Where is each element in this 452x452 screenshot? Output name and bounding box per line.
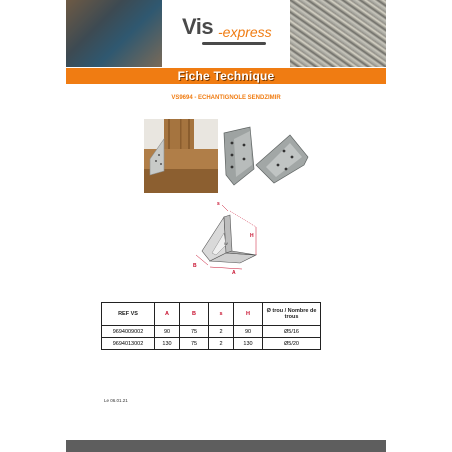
cell-ref: 9694013002 — [102, 338, 155, 350]
product-name: VS9694 - ECHANTIGNOLE SENDZIMIR — [171, 95, 281, 101]
col-b: B — [180, 303, 209, 326]
cell-a: 90 — [155, 326, 180, 338]
cell-h: 90 — [234, 326, 263, 338]
cell-holes: Ø5/20 — [263, 338, 321, 350]
dim-label-s: s — [217, 201, 220, 207]
table-row — [102, 338, 321, 350]
table-row — [102, 326, 321, 338]
specs-table — [101, 302, 321, 350]
col-s: s — [209, 303, 234, 326]
svg-text:W: W — [224, 241, 228, 246]
col-holes: Ø trou / Nombre de trous — [263, 303, 321, 326]
bracket-pair-photo — [220, 125, 312, 187]
cell-a: 130 — [155, 338, 180, 350]
logo-suffix: -express — [218, 24, 272, 40]
cell-ref: 9694009002 — [102, 326, 155, 338]
bracket-dimension-diagram — [186, 197, 268, 275]
col-ref: REF VS — [102, 303, 155, 326]
page-title: Fiche Technique — [177, 69, 275, 83]
cell-b: 75 — [180, 326, 209, 338]
document-date: Le 06.01.21 — [104, 398, 128, 403]
header-banner — [66, 0, 386, 67]
logo-brand: Vis — [182, 14, 214, 39]
col-h: H — [234, 303, 263, 326]
screws-photo — [290, 0, 386, 67]
cell-holes: Ø5/16 — [263, 326, 321, 338]
dim-label-a: A — [232, 270, 236, 275]
cell-b: 75 — [180, 338, 209, 350]
col-a: A — [155, 303, 180, 326]
cell-h: 130 — [234, 338, 263, 350]
table-header-row — [102, 303, 321, 326]
tools-photo — [66, 0, 162, 67]
dim-label-h: H — [250, 233, 254, 239]
dim-label-b: B — [193, 263, 197, 269]
cell-s: 2 — [209, 338, 234, 350]
cell-s: 2 — [209, 326, 234, 338]
bracket-installed-photo — [144, 119, 218, 193]
logo-swoosh — [202, 42, 266, 45]
vis-express-logo — [182, 14, 292, 54]
title-bar — [66, 68, 386, 84]
footer-bar — [66, 440, 386, 452]
